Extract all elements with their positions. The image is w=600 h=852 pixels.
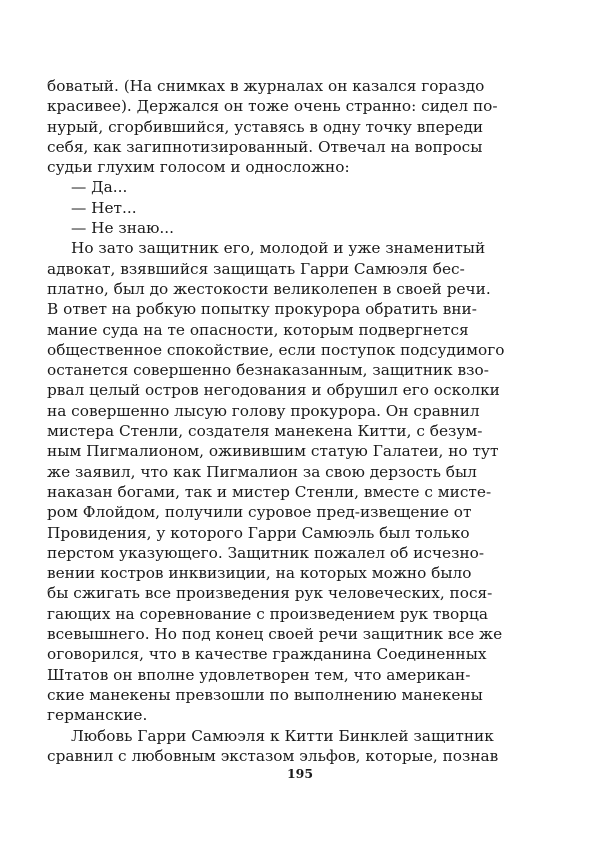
- page-text: [47, 76, 505, 766]
- text-line: В ответ на робкую попытку прокурора обратить вни-: [47, 300, 477, 319]
- text-line: оговорился, что в качестве гражданина Соединенных: [47, 645, 487, 664]
- dialog-line: — Нет...: [71, 198, 137, 217]
- text-line: сравнил с любовным экстазом эльфов, которые, познав: [47, 746, 499, 765]
- text-line: вении костров инквизиции, на которых можно было: [47, 564, 472, 583]
- text-line: платно, был до жестокости великолепен в своей речи.: [47, 279, 491, 298]
- text-line: же заявил, что как Пигмалион за свою дерзость был: [47, 462, 477, 481]
- text-line: бы сжигать все произведения рук человеческих, пося-: [47, 584, 493, 603]
- text-line: ские манекены превзошли по выполнению манекены: [47, 685, 483, 704]
- text-line: на совершенно лысую голову прокурора. Он сравнил: [47, 401, 480, 420]
- text-line: Провидения, у которого Гарри Самюэль был только: [47, 523, 470, 542]
- text-line: всевышнего. Но под конец своей речи защитник все же: [47, 625, 503, 644]
- text-line: перстом указующего. Защитник пожалел об исчезно-: [47, 543, 485, 562]
- text-line: нурый, сгорбившийся, уставясь в одну точку впереди: [47, 117, 484, 136]
- text-line: ром Флойдом, получили суровое пред-извещение от: [47, 503, 472, 522]
- dialog-line: — Не знаю...: [71, 219, 174, 238]
- text-line: останется совершенно безнаказанным, защитник взо-: [47, 361, 489, 380]
- text-line: рвал целый остров негодования и обрушил его осколки: [47, 381, 500, 400]
- text-line: боватый. (На снимках в журналах он казался гораздо: [47, 77, 485, 95]
- text-line: красивее). Держался он тоже очень странно: сидел по-: [47, 97, 498, 116]
- text-line: себя, как загипнотизированный. Отвечал на вопросы: [47, 137, 483, 156]
- text-line: общественное спокойствие, если поступок подсудимого: [47, 340, 505, 359]
- text-line: судьи глухим голосом и односложно:: [47, 158, 350, 177]
- text-line: гающих на соревнование с произведением рук творца: [47, 604, 488, 623]
- text-line: ным Пигмалионом, оживившим статую Галатеи, но тут: [47, 442, 499, 461]
- paragraph-first-line: Любовь Гарри Самюэля к Китти Бинклей защитник: [71, 726, 494, 745]
- text-line: адвокат, взявшийся защищать Гарри Самюэля бес-: [47, 259, 465, 278]
- page-number: 195: [286, 766, 314, 781]
- dialog-line: — Да...: [71, 178, 128, 197]
- text-line: наказан богами, так и мистер Стенли, вместе с мисте-: [47, 482, 492, 501]
- text-line: Штатов он вполне удовлетворен тем, что американ-: [47, 665, 471, 684]
- text-line: германские.: [47, 706, 148, 725]
- text-line: мистера Стенли, создателя манекена Китти, с безум-: [47, 422, 483, 441]
- paragraph-first-line: Но зато защитник его, молодой и уже знаменитый: [71, 239, 486, 258]
- text-line: мание суда на те опасности, которым подвергнется: [47, 320, 469, 339]
